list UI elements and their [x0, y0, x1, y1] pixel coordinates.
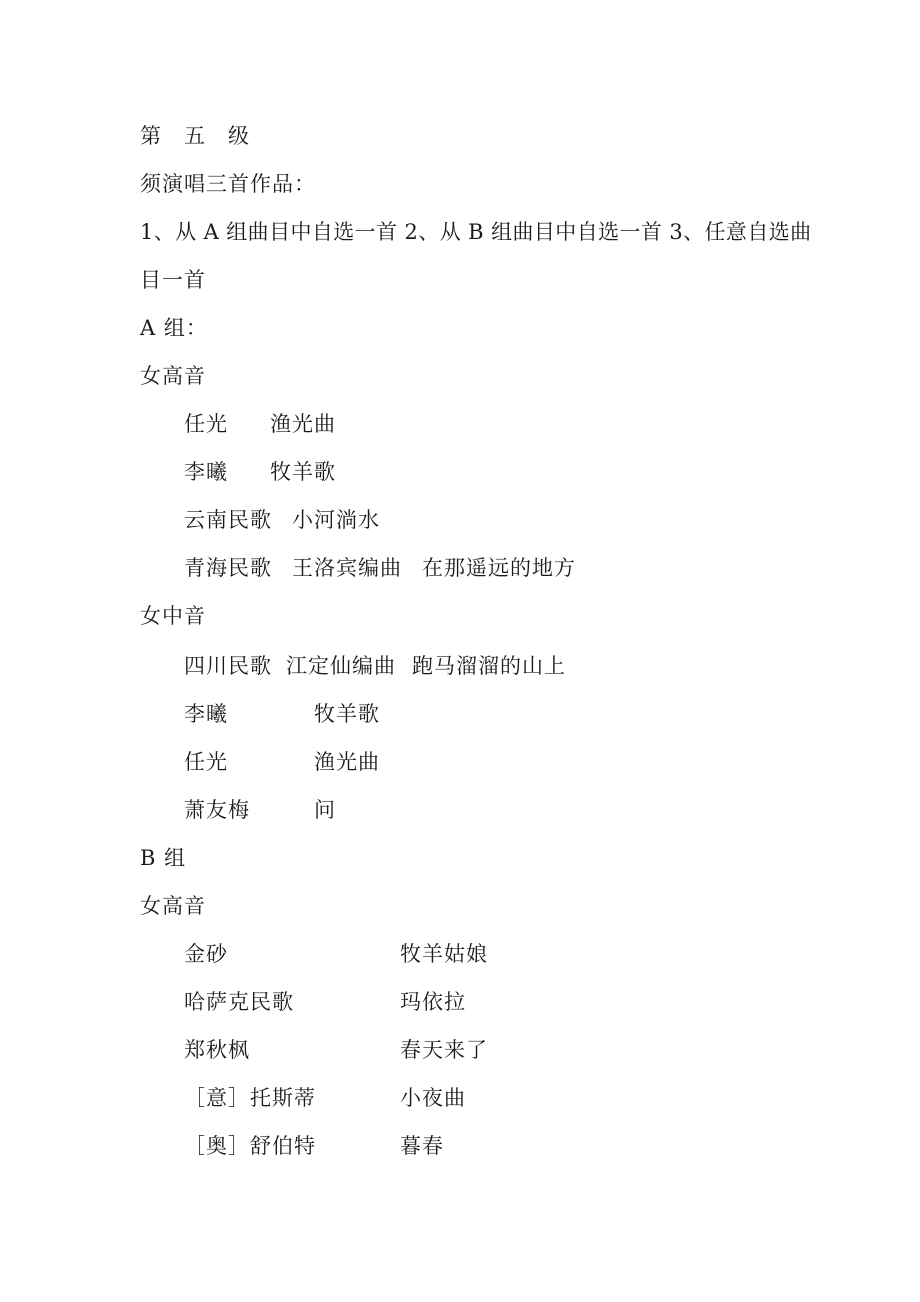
work-title: 牧羊姑娘: [400, 942, 488, 966]
group-a-mezzo-label: 女中音: [140, 604, 206, 628]
arranger: 王洛宾编曲: [292, 556, 402, 580]
work-title: 牧羊歌: [314, 702, 380, 726]
requirement-line-2: 目一首: [140, 268, 206, 292]
composer: 郑秋枫: [184, 1038, 250, 1062]
group-a-label: A 组：: [140, 316, 208, 340]
work-title: 跑马溜溜的山上: [412, 654, 566, 678]
work-title: 渔光曲: [314, 750, 380, 774]
composer: 哈萨克民歌: [184, 990, 294, 1014]
intro-text: 须演唱三首作品：: [140, 172, 316, 196]
work-title: 小夜曲: [400, 1086, 466, 1110]
composer: 李曦: [184, 702, 228, 726]
arranger: 江定仙编曲: [286, 654, 396, 678]
composer: 四川民歌: [184, 654, 272, 678]
group-b-label: B 组: [140, 846, 187, 870]
composer: ［意］托斯蒂: [184, 1086, 316, 1110]
composer: 青海民歌: [184, 556, 272, 580]
composer: 任光: [184, 412, 228, 436]
work-title: 玛依拉: [400, 990, 466, 1014]
composer: 金砂: [184, 942, 228, 966]
composer: 萧友梅: [184, 798, 250, 822]
work-title: 小河淌水: [292, 508, 380, 532]
group-a-soprano-label: 女高音: [140, 364, 206, 388]
group-b-soprano-label: 女高音: [140, 894, 206, 918]
composer: 李曦: [184, 460, 228, 484]
work-title: 在那遥远的地方: [422, 556, 576, 580]
composer: ［奥］舒伯特: [184, 1134, 316, 1158]
work-title: 问: [314, 798, 336, 822]
requirement-line-1: 1、从 A 组曲目中自选一首 2、从 B 组曲目中自选一首 3、任意自选曲: [140, 220, 812, 244]
composer: 任光: [184, 750, 228, 774]
composer: 云南民歌: [184, 508, 272, 532]
work-title: 渔光曲: [270, 412, 336, 436]
work-title: 春天来了: [400, 1038, 488, 1062]
work-title: 暮春: [400, 1134, 444, 1158]
work-title: 牧羊歌: [270, 460, 336, 484]
level-title: 第 五 级: [140, 124, 250, 148]
